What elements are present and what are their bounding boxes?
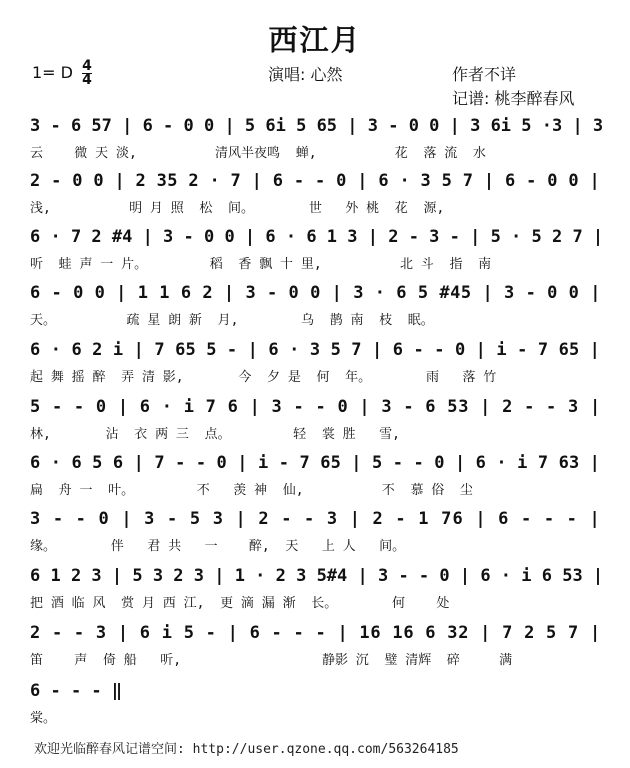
notes-line: 6 - 0 0 | 1 1 6 2 | 3 - 0 0 | 3 · 6 5 #45 | 3 - 0 0 |	[30, 283, 601, 303]
score-system	[0, 171, 630, 233]
transcriber-credit: 记谱: 桃李醉春风	[452, 89, 575, 108]
score-system	[0, 453, 630, 515]
score-system	[0, 283, 630, 345]
lyrics-line: 扁 舟 一 叶。 不 羡 神 仙, 不 慕 俗 尘	[30, 483, 473, 498]
time-signature	[82, 60, 92, 87]
score-system	[0, 566, 630, 628]
lyrics-line: 听 蛙 声 一 片。 稻 香 飘 十 里, 北 斗 指 南	[30, 257, 492, 272]
score-system	[0, 509, 630, 571]
score-system	[0, 623, 630, 685]
notes-line: 5 - - 0 | 6 · i 7 6 | 3 - - 0 | 3 - 6 53 | 2 - - 3 |	[30, 397, 601, 417]
page-title: 西江月	[268, 23, 362, 57]
composer-credit: 作者不详	[452, 65, 517, 84]
time-signature-top: 4	[82, 58, 92, 74]
footer-credit: 欢迎光临醉春风记谱空间: http://user.qzone.qq.com/563264185	[34, 742, 459, 757]
lyrics-line: 笛 声 倚 船 听, 静影 沉 璧 清辉 碎 满	[30, 653, 513, 668]
notes-line: 3 - 6 57 | 6 - 0 0 | 5 6i 5 65 | 3 - 0 0 | 3 6i 5 ·3 | 3	[30, 116, 604, 136]
lyrics-line: 林, 沾 衣 两 三 点。 轻 裳 胜 雪,	[30, 427, 400, 442]
notes-line: 6 · 6 5 6 | 7 - - 0 | i - 7 65 | 5 - - 0 | 6 · i 7 63 |	[30, 453, 601, 473]
notes-line: 6 1 2 3 | 5 3 2 3 | 1 · 2 3 5#4 | 3 - - 0 | 6 · i 6 53 |	[30, 566, 604, 586]
lyrics-line: 把 酒 临 风 赏 月 西 江, 更 滴 漏 渐 长。 何 处	[30, 596, 450, 611]
notes-line: 6 · 6 2 i | 7 65 5 - | 6 · 3 5 7 | 6 - - 0 | i - 7 65 |	[30, 340, 601, 360]
lyrics-line: 棠。	[30, 711, 57, 726]
lyrics-line: 缘。 伴 君 共 一 醉, 天 上 人 间。	[30, 539, 406, 554]
score-system	[0, 681, 630, 743]
time-signature-bottom: 4	[82, 72, 92, 88]
lyrics-line: 天。 疏 星 朗 新 月, 乌 鹊 南 枝 眠。	[30, 313, 434, 328]
score-system	[0, 397, 630, 459]
key-signature: 1= D	[32, 63, 73, 82]
score-system	[0, 116, 630, 178]
lyrics-line: 云 微 天 淡, 清风半夜鸣 蝉, 花 落 流 水	[30, 146, 486, 161]
score-system	[0, 227, 630, 289]
notes-line: 6 · 7 2 #4 | 3 - 0 0 | 6 · 6 1 3 | 2 - 3 - | 5 · 5 2 7 |	[30, 227, 604, 247]
lyrics-line: 起 舞 摇 醉 弄 清 影, 今 夕 是 何 年。 雨 落 竹	[30, 370, 497, 385]
notes-line: 6 - - - ‖	[30, 681, 123, 701]
notes-line: 2 - - 3 | 6 i 5 - | 6 - - - | 16 16 6 32 | 7 2 5 7 |	[30, 623, 601, 643]
lyrics-line: 浅, 明 月 照 松 间。 世 外 桃 花 源,	[30, 201, 445, 216]
key-time-signature	[32, 60, 92, 87]
notes-line: 2 - 0 0 | 2 35 2 · 7 | 6 - - 0 | 6 · 3 5 7 | 6 - 0 0 |	[30, 171, 601, 191]
score-system	[0, 340, 630, 402]
singer-credit: 演唱: 心然	[268, 65, 343, 84]
notes-line: 3 - - 0 | 3 - 5 3 | 2 - - 3 | 2 - 1 76 | 6 - - - |	[30, 509, 601, 529]
